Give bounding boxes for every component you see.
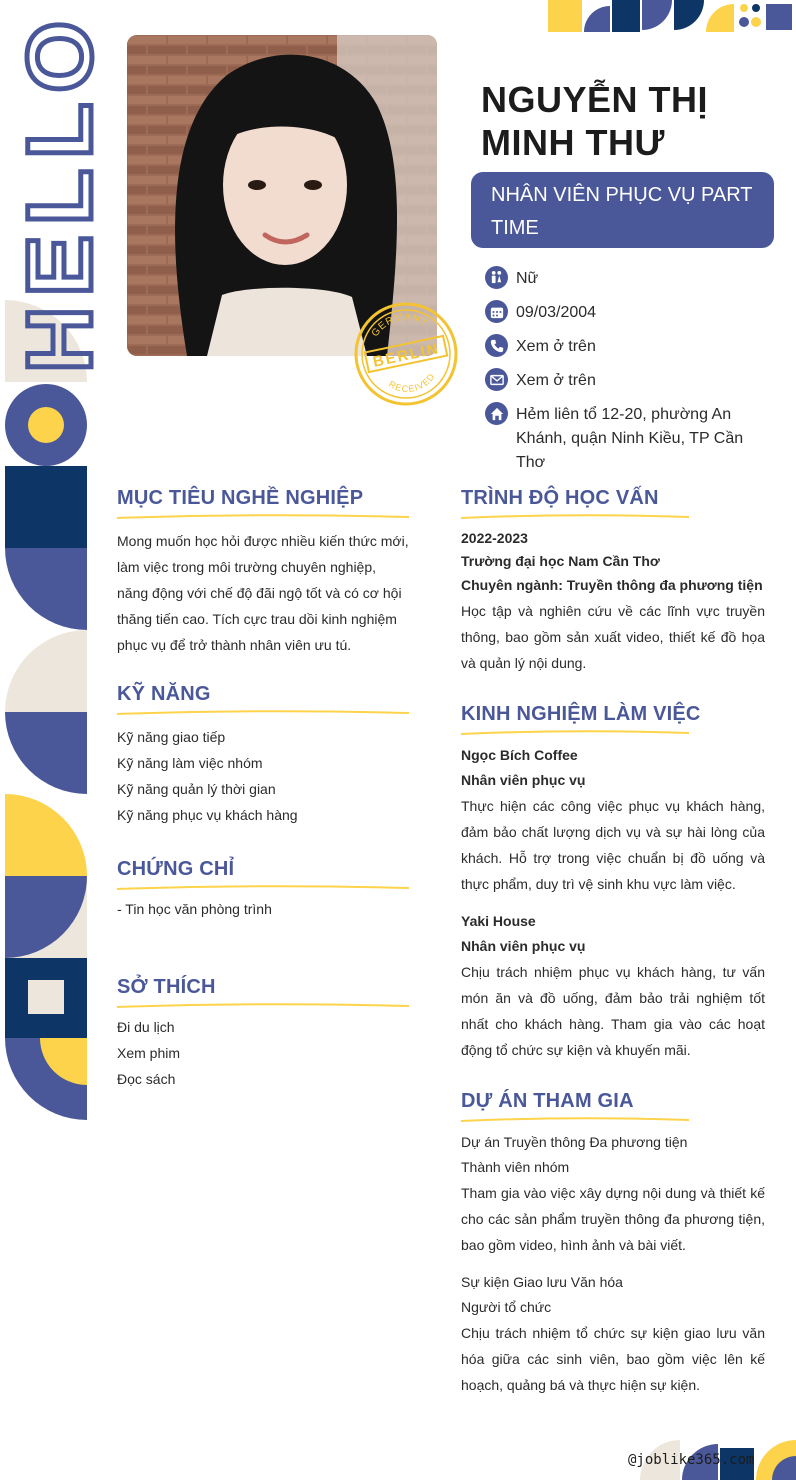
education-description: Học tập và nghiên cứu về các lĩnh vực truyền thông, bao gồm sản xuất video, thiết kế đồ họa và quản lý nội dung. [461,603,765,671]
contact-address [485,402,775,475]
hobbies-section [117,975,411,1092]
hobby-item: Đọc sách [117,1071,176,1087]
experience-company: Yaki House [461,913,536,929]
svg-text:RECEIVED [386,370,440,399]
education-school: Trường đại học Nam Cần Thơ [461,553,660,569]
name-line-2: MINH THƯ [481,122,665,163]
project-role: Thành viên nhóm [461,1159,570,1175]
certificates-section [117,857,411,922]
contact-birthday-text: 09/03/2004 [516,304,597,321]
skill-item: Kỹ năng quản lý thời gian [117,781,276,797]
contact-email [485,368,775,393]
contact-gender [485,266,775,291]
candidate-name [481,78,771,164]
project-name: Dự án Truyền thông Đa phương tiện [461,1134,688,1150]
experience-role: Nhân viên phục vụ [461,938,586,954]
contact-phone-text: Xem ở trên [516,338,596,355]
skills-title: KỸ NĂNG [117,683,211,705]
experience-title: KINH NGHIỆM LÀM VIỆC [461,703,701,725]
skill-item: Kỹ năng giao tiếp [117,729,226,745]
skills-section [117,682,411,828]
stamp-top-text: GERMANY [369,311,431,339]
contact-gender-text: Nữ [516,270,539,287]
experience-underline [461,729,689,737]
skills-underline [117,709,409,717]
certificate-item: - Tin học văn phòng trình [117,901,272,917]
education-underline [461,513,689,521]
experience-item [461,909,765,1063]
experience-role: Nhân viên phục vụ [461,772,586,788]
objective-title: MỤC TIÊU NGHỀ NGHIỆP [117,487,364,509]
contact-email-text: Xem ở trên [516,372,596,389]
experience-item [461,743,765,897]
objective-underline [117,513,409,521]
skill-item: Kỹ năng phục vụ khách hàng [117,807,298,823]
projects-section [461,1089,765,1398]
gender-icon [485,266,508,289]
objective-text: Mong muốn học hỏi được nhiều kiến thức mới, làm việc trong môi trường chuyên nghiệp, năng động với chế độ đãi ngộ tốt và có cơ hội thăng tiến cao. Tích cực trau dồi kinh nghiệm phục vụ để trở thành nhân viên ưu tú. [117,533,409,653]
hobbies-underline [117,1002,409,1010]
education-section [461,486,765,676]
phone-icon [485,334,508,357]
project-description: Tham gia vào việc xây dựng nội dung và thiết kế cho các sản phẩm truyền thông đa phương tiện, bao gồm video, hình ảnh và bài viết. [461,1185,765,1253]
project-item [461,1270,765,1398]
education-major: Chuyên ngành: Truyền thông đa phương tiện [461,577,763,593]
hobby-item: Xem phim [117,1045,181,1061]
contact-info [485,266,775,484]
skill-item: Kỹ năng làm việc nhóm [117,755,263,771]
contact-phone [485,334,775,359]
project-description: Chịu trách nhiệm tổ chức sự kiện giao lưu văn hóa giữa các sinh viên, bao gồm việc lên kế hoạch, quảng bá và thực hiện sự kiện. [461,1325,765,1393]
experience-description: Chịu trách nhiệm phục vụ khách hàng, tư vấn món ăn và đồ uống, đảm bảo trải nghiệm tốt nhất cho khách hàng. Tham gia vào các hoạt động tổ chức sự kiện và khuyến mãi. [461,964,765,1058]
website-watermark: @joblike365.com [628,1452,755,1468]
hello-decoration: HELLO [9,11,111,373]
berlin-stamp [352,300,460,408]
projects-title: DỰ ÁN THAM GIA [461,1090,634,1112]
stamp-bottom-text: RECEIVED [387,371,437,395]
hobby-item: Đi du lịch [117,1019,175,1035]
top-decoration [548,0,796,32]
project-name: Sự kiện Giao lưu Văn hóa [461,1274,623,1290]
education-period: 2022-2023 [461,530,528,546]
email-icon [485,368,508,391]
name-line-1: NGUYỄN THỊ [481,79,709,120]
education-title: TRÌNH ĐỘ HỌC VẤN [461,487,659,509]
project-item [461,1130,765,1258]
contact-address-text: Hẻm liên tổ 12-20, phường An Khánh, quận Ninh Kiều, TP Cần Thơ [516,406,744,471]
calendar-icon [485,300,508,323]
job-title-badge: NHÂN VIÊN PHỤC VỤ PART TIME [471,172,774,248]
stamp-mid-text: BERLIN [371,340,442,371]
home-icon [485,402,508,425]
experience-description: Thực hiện các công việc phục vụ khách hàng, đảm bảo chất lượng dịch vụ và sự hài lòng của khách. Hỗ trợ trong việc chuẩn bị đồ uống và thực phẩm, duy trì vệ sinh khu vực làm việc. [461,798,765,892]
projects-underline [461,1116,689,1124]
objective-section [117,486,411,658]
experience-section [461,702,765,1063]
project-role: Người tổ chức [461,1299,552,1315]
svg-text:GERMANY [367,306,432,340]
hobbies-title: SỞ THÍCH [117,976,216,998]
contact-birthday [485,300,775,325]
experience-company: Ngọc Bích Coffee [461,747,578,763]
certificates-title: CHỨNG CHỈ [117,858,235,880]
certificates-underline [117,884,409,892]
